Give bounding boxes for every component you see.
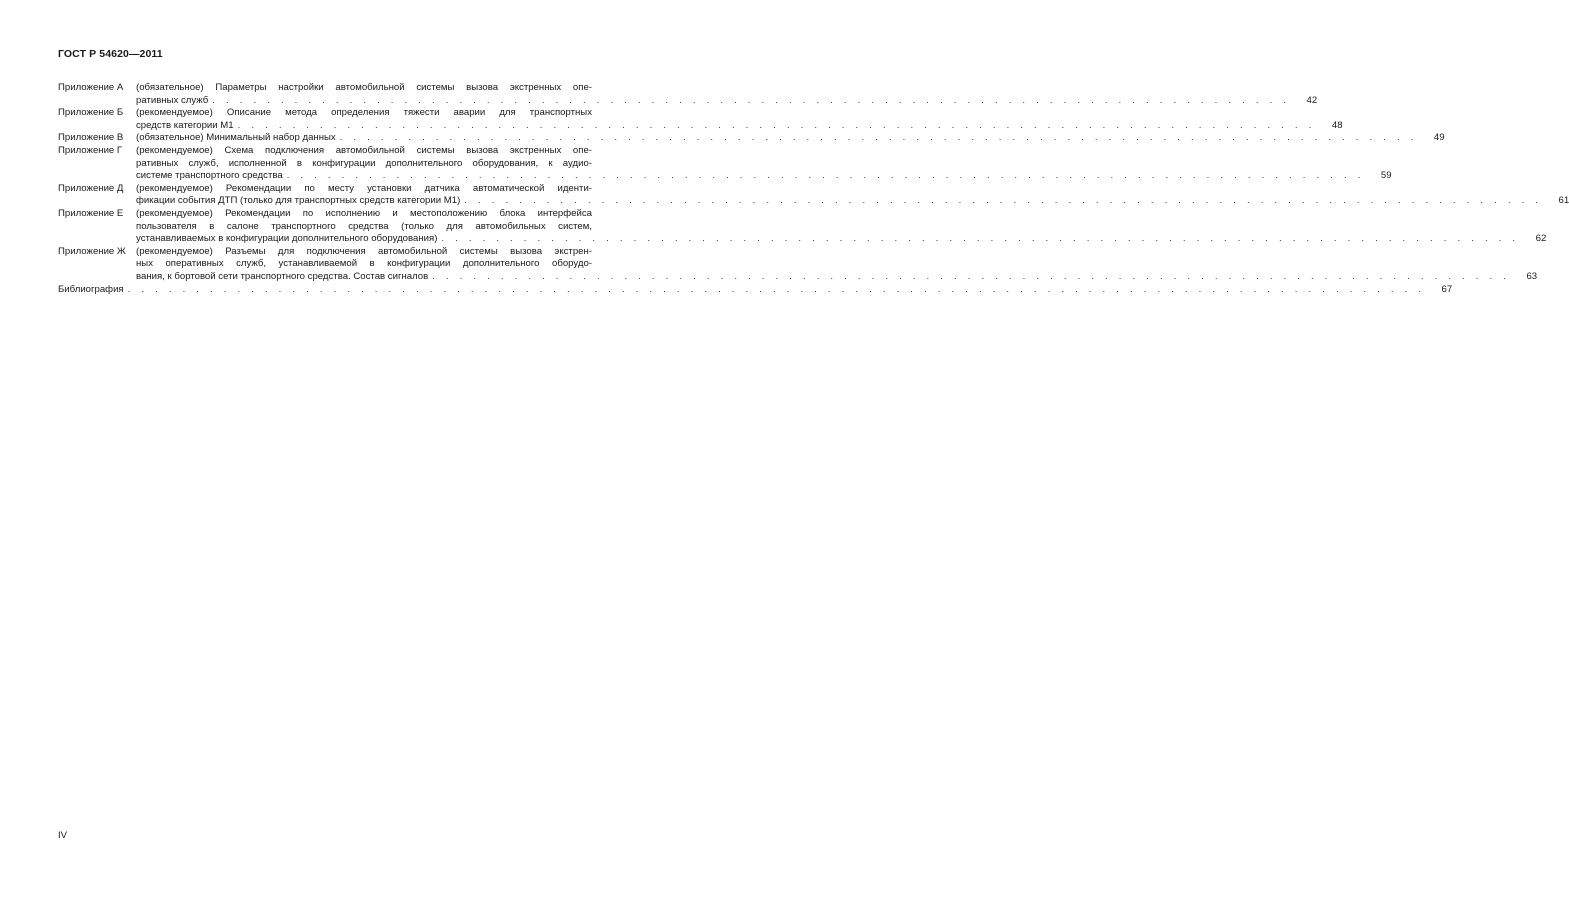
toc-entry-line: ративных служб xyxy=(136,94,209,106)
toc-entry-line: (обязательное) Параметры настройки автомобильной системы вызова экстренных опе- xyxy=(136,82,592,93)
dot-leader: . . . . . . . . . . . . . . . . . . . . . . . . . . . . . . . . . . . . . . . . . . . . . . . . . . . . . . . . . . . . . . . . . . . . . . . . . . . . . . . xyxy=(432,270,1511,282)
table-of-contents xyxy=(58,82,1569,296)
toc-entry-appendix-zh xyxy=(58,245,1538,284)
page-number: IV xyxy=(58,830,68,841)
toc-entry-line: ративных служб, исполненной в конфигурации дополнительного оборудования, к аудио- xyxy=(136,157,592,169)
toc-page-number: 59 xyxy=(1380,170,1392,182)
toc-page-number: 48 xyxy=(1331,119,1343,131)
toc-entry-label: Библиография xyxy=(58,283,124,295)
toc-entry-appendix-g xyxy=(58,144,1392,183)
dot-leader: . . . . . . . . . . . . . . . . . . . . . . . . . . . . . . . . . . . . . . . . . . . . . . . . . . . . . . . . . . . . . . . . . . . . . . . . . . . . . . . xyxy=(212,94,1291,106)
toc-page-number: 61 xyxy=(1558,195,1569,207)
toc-entry-line: вания, к бортовой сети транспортного средства. Состав сигналов xyxy=(136,270,429,282)
toc-entry-line: (обязательное) Минимальный набор данных xyxy=(136,132,336,144)
toc-entry-line: (рекомендуемое) Схема подключения автомобильной системы вызова экстренных опе- xyxy=(136,144,592,156)
toc-entry-line: (рекомендуемое) Описание метода определения тяжести аварии для транспортных xyxy=(136,107,592,119)
toc-page-number: 67 xyxy=(1441,283,1453,295)
toc-entry-label: Приложение Ж xyxy=(58,245,126,257)
toc-entry-label: Приложение Д xyxy=(58,182,124,194)
toc-entry-appendix-e xyxy=(58,207,1547,246)
toc-entry-line: устанавливаемых в конфигурации дополнительного оборудования) xyxy=(136,233,438,245)
toc-entry-label: Приложение В xyxy=(58,132,124,144)
toc-entry-bibliography xyxy=(58,283,1453,297)
dot-leader: . . . . . . . . . . . . . . . . . . . . . . . . . . . . . . . . . . . . . . . . . . . . . . . . . . . . . . . . . . . . . . . . . . . . . . . . . . . . . . . xyxy=(286,170,1365,182)
toc-entry-appendix-d xyxy=(58,182,1569,208)
toc-entry-label: Приложение Б xyxy=(58,107,124,119)
toc-entry-label: Приложение Г xyxy=(58,144,123,156)
dot-leader: . . . . . . . . . . . . . . . . . . . . . . . . . . . . . . . . . . . . . . . . . . . . . . . . . . . . . . . . . . . . . . . . . . . . . . . . . . . . . . . xyxy=(339,132,1418,144)
dot-leader: . . . . . . . . . . . . . . . . . . . . . . . . . . . . . . . . . . . . . . . . . . . . . . . . . . . . . . . . . . . . . . . . . . . . . . . . . . . . . . . xyxy=(464,195,1543,207)
toc-page-number: 42 xyxy=(1306,94,1318,106)
toc-entry-line: (рекомендуемое) Рекомендации по исполнению и местоположению блока интерфейса xyxy=(136,207,592,219)
toc-entry-line: системе транспортного средства xyxy=(136,170,283,182)
toc-entry-appendix-v xyxy=(58,132,1445,145)
toc-entry-line: фикации события ДТП (только для транспортных средств категории М1) xyxy=(136,195,461,207)
toc-entry-line: (рекомендуемое) Разъемы для подключения автомобильной системы вызова экстрен- xyxy=(136,245,592,257)
dot-leader: . . . . . . . . . . . . . . . . . . . . . . . . . . . . . . . . . . . . . . . . . . . . . . . . . . . . . . . . . . . . . . . . . . . . . . . . . . . . . . . . . . . . . . . . . . . . . . . xyxy=(127,283,1426,295)
dot-leader: . . . . . . . . . . . . . . . . . . . . . . . . . . . . . . . . . . . . . . . . . . . . . . . . . . . . . . . . . . . . . . . . . . . . . . . . . . . . . . . xyxy=(237,119,1316,131)
toc-entry-appendix-b xyxy=(58,107,1343,132)
document-header: ГОСТ Р 54620—2011 xyxy=(58,48,163,60)
toc-entry-label: Приложение А xyxy=(58,82,124,93)
toc-page-number: 63 xyxy=(1526,270,1538,282)
toc-entry-appendix-a xyxy=(58,82,1318,107)
toc-page-number: 49 xyxy=(1433,132,1445,144)
toc-page-number: 62 xyxy=(1535,233,1547,245)
toc-entry-label: Приложение Е xyxy=(58,207,124,219)
toc-entry-line: пользователя в салоне транспортного средства (только для автомобильных систем, xyxy=(136,220,592,232)
toc-entry-line: средств категории М1 xyxy=(136,119,234,131)
dot-leader: . . . . . . . . . . . . . . . . . . . . . . . . . . . . . . . . . . . . . . . . . . . . . . . . . . . . . . . . . . . . . . . . . . . . . . . . . . . . . . . xyxy=(441,233,1520,245)
toc-entry-line: (рекомендуемое) Рекомендации по месту установки датчика автоматической иденти- xyxy=(136,182,592,194)
toc-entry-line: ных оперативных служб, устанавливаемой в конфигурации дополнительного оборудо- xyxy=(136,258,592,270)
